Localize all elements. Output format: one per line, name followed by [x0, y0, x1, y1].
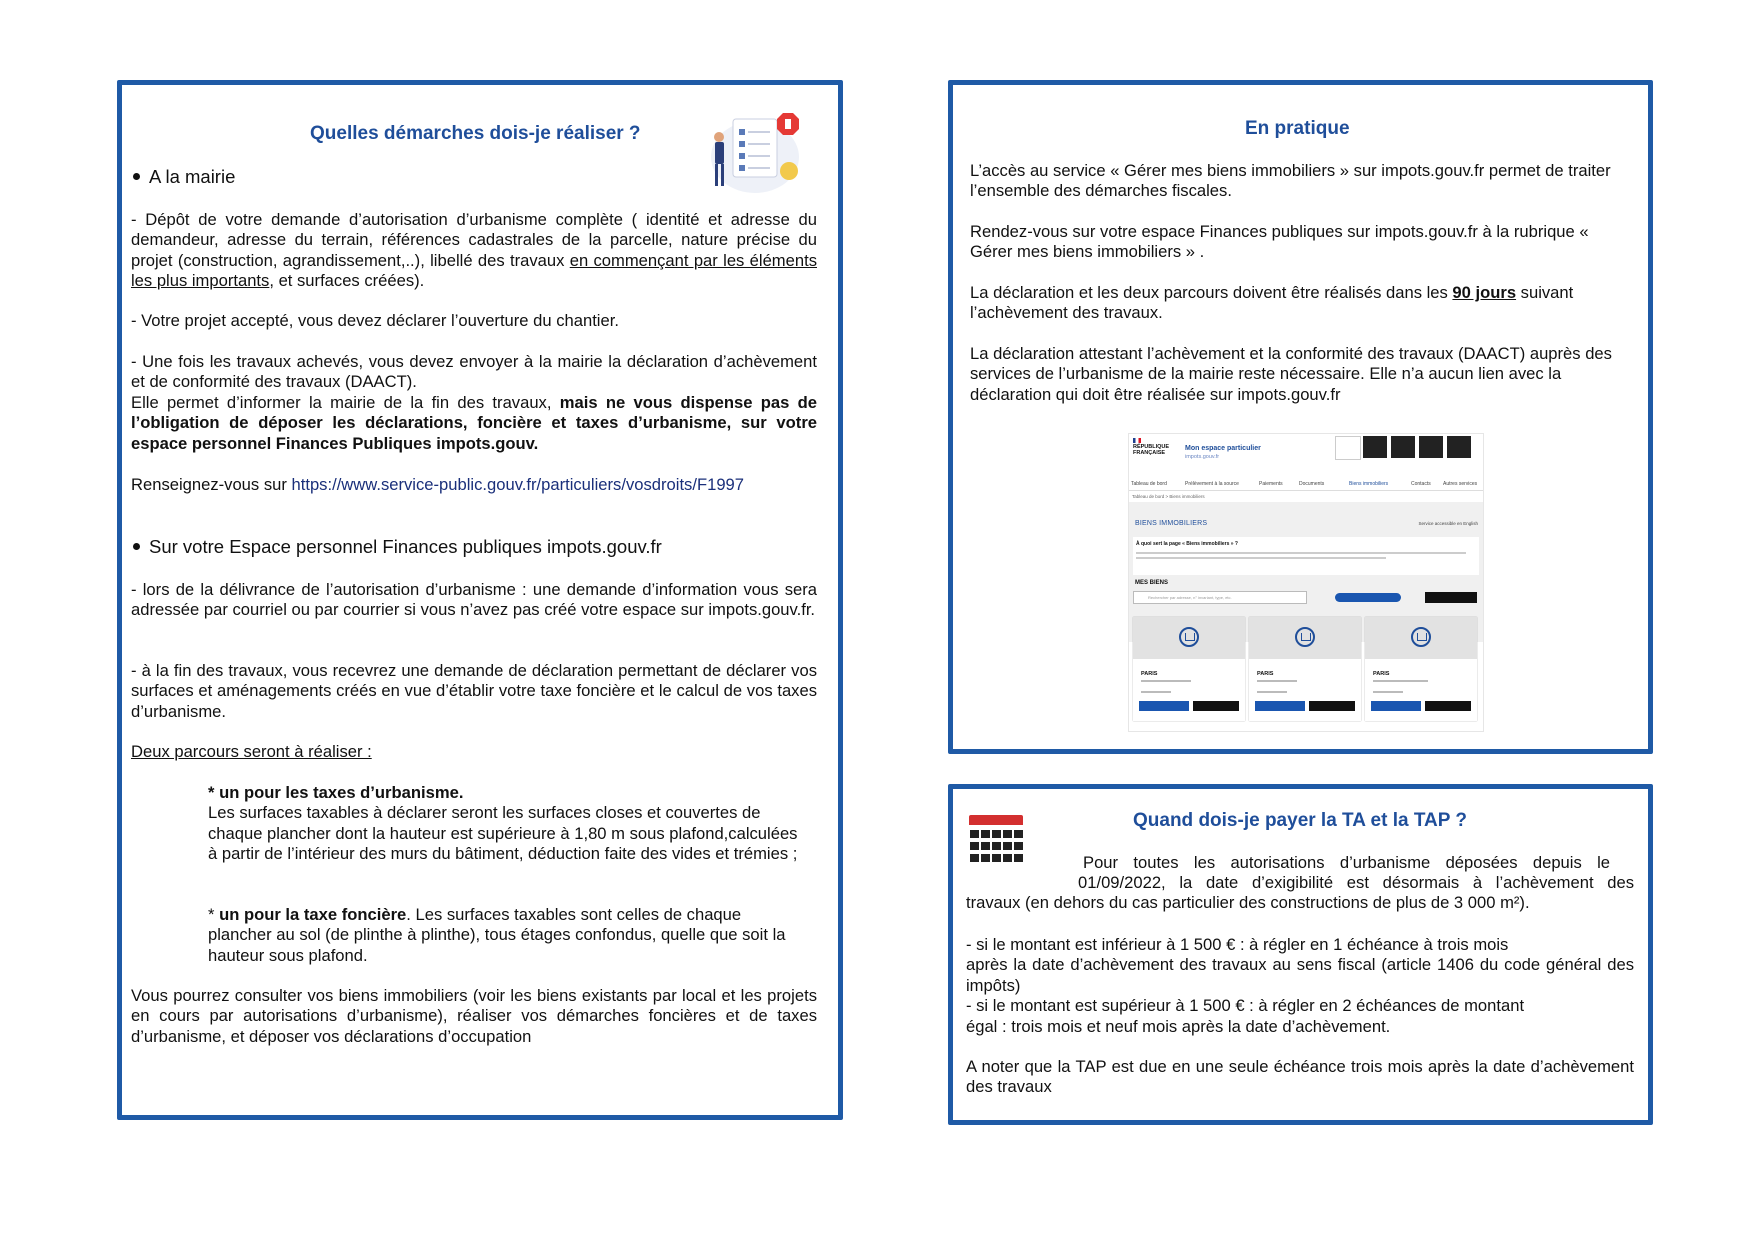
bullet-icon: [133, 543, 140, 550]
mairie-paragraph-1: - Dépôt de votre demande d’autorisation d’urbanisme complète ( identité et adresse du demandeur, adresse du terrain, références cadastrales de la parcelle, nature précise du projet (construction, agrandissement,..), libellé des travaux en commençant par les éléments les plus importants, et surfaces créées).: [131, 210, 817, 291]
parcours-taxe-fonciere: * un pour la taxe foncière. Les surfaces taxables sont celles de chaque plancher au sol (de plinthe à plinthe), tous étages confondus, quelle que soit la hauteur sous plafond.: [208, 905, 786, 965]
screenshot-bien-card: PARIS: [1365, 617, 1477, 721]
screenshot-service-text: Service accessible en English: [1418, 521, 1478, 526]
republique-francaise-logo: RÉPUBLIQUE FRANÇAISE: [1133, 438, 1171, 456]
calendar-cell: [1014, 830, 1023, 838]
screenshot-search: Rechercher par adresse, n° invariant, type, etc.: [1133, 591, 1307, 604]
consulter-paragraph: Vous pourrez consulter vos biens immobiliers (voir les biens existants par local et les projets en cours par autorisations d’urbanisme), réaliser vos démarches foncières et de taxes d’urbanisme, et déposer vos déclarations d’occupation: [131, 986, 817, 1046]
en-pratique-title: En pratique: [1245, 118, 1350, 139]
en-pratique-paragraph-1: L’accès au service « Gérer mes biens immobiliers » sur impots.gouv.fr permet de traiter l’ensemble des démarches fiscales.: [970, 161, 1611, 201]
home-icon: [1179, 627, 1199, 647]
en-pratique-paragraph-4: La déclaration attestant l’achèvement et la conformité des travaux (DAACT) auprès des services de l’urbanisme de la mairie reste nécessaire. Elle n’a aucun lien avec la déclaration qui doit être réalisée sur impots.gouv.fr: [970, 344, 1612, 404]
espace-paragraph-1: - lors de la délivrance de l’autorisation d’urbanisme : une demande d’information vous sera adressée par courriel ou par courrier si vous n’avez pas créé votre espace sur impots.gouv.fr.: [131, 580, 817, 620]
biens-immobiliers-screenshot: [1128, 433, 1484, 732]
espace-paragraph-2: - à la fin des travaux, vous recevrez une demande de déclaration permettant de déclarer vos surfaces et aménagements créés en vue d’établir votre taxe foncière et le calcul de vos taxes d’urbanisme.: [131, 661, 817, 721]
calendar-cell: [1003, 830, 1012, 838]
mairie-paragraph-3: - Une fois les travaux achevés, vous devez envoyer à la mairie la déclaration d’achèvement et de conformité des travaux (DAACT). Elle permet d’informer la mairie de la fin des travaux, mais ne vous dispense pas de l’obligation de déposer les déclarations, foncière et taxes d’urbanisme, sur votre espace personnel Finances Publiques impots.gouv.: [131, 352, 817, 453]
calendar-cell: [970, 842, 979, 850]
renseignez-paragraph: Renseignez-vous sur https://www.service-public.gouv.fr/particuliers/vosdroits/F1997: [131, 475, 745, 494]
calendar-cell: [1003, 842, 1012, 850]
calendar-cell: [1014, 854, 1023, 862]
screenshot-breadcrumb: Tableau de bord > Biens immobiliers: [1132, 494, 1205, 499]
screenshot-bien-card: PARIS: [1249, 617, 1361, 721]
user-icon: [1391, 436, 1415, 458]
ta-tap-title: Quand dois-je payer la TA et la TAP ?: [1133, 810, 1467, 831]
ta-tap-paragraph-2: - si le montant est inférieur à 1 500 € : à régler en 1 échéance à trois mois après la date d’achèvement des travaux au sens fiscal (article 1406 du code général des impôts) - si le montant est supérieur à 1 500 € : à régler en 2 échéances de montant égal : trois mois et neuf mois après la date d’achèvement.: [966, 935, 1634, 1036]
screenshot-info-card: À quoi sert la page « Biens immobiliers » ?: [1133, 537, 1479, 575]
mairie-paragraph-2: - Votre projet accepté, vous devez déclarer l’ouverture du chantier.: [131, 311, 619, 330]
bullet-icon: [133, 173, 140, 180]
en-pratique-paragraph-3: La déclaration et les deux parcours doivent être réalisés dans les 90 jours suivant l’achèvement des travaux.: [970, 283, 1574, 323]
calendar-cell: [1014, 842, 1023, 850]
calendar-cell: [981, 842, 990, 850]
calendar-cell: [970, 854, 979, 862]
power-icon: [1447, 436, 1471, 458]
en-pratique-paragraph-2: Rendez-vous sur votre espace Finances publiques sur impots.gouv.fr à la rubrique « Gérer mes biens immobiliers » .: [970, 222, 1589, 262]
ta-tap-paragraph-1b: 01/09/2022, la date d’exigibilité est désormais à l’achèvement des: [1078, 873, 1634, 892]
mairie-heading: A la mairie: [133, 166, 235, 188]
calendar-cell: [1003, 854, 1012, 862]
building-icon: [1411, 627, 1431, 647]
calendar-cell: [981, 830, 990, 838]
ta-tap-paragraph-1a: Pour toutes les autorisations d’urbanisme déposées depuis le: [1083, 853, 1610, 872]
calendar-cell: [992, 854, 1001, 862]
screenshot-heading: BIENS IMMOBILIERS: [1135, 520, 1208, 527]
calendar-cell: [970, 830, 979, 838]
parcours-heading: Deux parcours seront à réaliser :: [131, 742, 372, 761]
calendar-cell: [981, 854, 990, 862]
home-icon: [1295, 627, 1315, 647]
service-public-link[interactable]: https://www.service-public.gouv.fr/particuliers/vosdroits/F1997: [291, 475, 745, 494]
calendar-cell: [992, 830, 1001, 838]
screenshot-black-button: [1425, 592, 1477, 603]
parcours-taxes-urbanisme: * un pour les taxes d’urbanisme. Les surfaces taxables à déclarer seront les surfaces closes et couvertes de chaque plancher dont la hauteur est supérieure à 1,80 m sous plafond,calculées à partir de l’intérieur des murs du bâtiment, déduction faite des vides et trémies ;: [208, 783, 798, 864]
calendar-icon: [966, 810, 1026, 872]
espace-heading: Sur votre Espace personnel Finances publiques impots.gouv.fr: [133, 536, 662, 558]
screenshot-blue-button: [1335, 593, 1401, 602]
messagerie-icon: [1363, 436, 1387, 458]
calendar-cell: [992, 842, 1001, 850]
checklist-illustration: [703, 107, 803, 195]
espace-particulier-title: Mon espace particulier impots.gouv.fr: [1185, 445, 1261, 460]
ta-tap-paragraph-1c: travaux (en dehors du cas particulier des constructions de plus de 3 000 m²).: [966, 893, 1530, 912]
screenshot-nav: Tableau de bord Prélèvement à la source Paiements Documents Biens immobiliers Contacts Autres services: [1129, 478, 1483, 491]
ta-tap-paragraph-4: A noter que la TAP est due en une seule échéance trois mois après la date d’achèvement des travaux: [966, 1057, 1634, 1097]
screenshot-mes-biens: MES BIENS: [1135, 580, 1169, 586]
search-icon: [1335, 436, 1361, 460]
screenshot-bien-card: PARIS: [1133, 617, 1245, 721]
mail-icon: [1419, 436, 1443, 458]
left-panel-title: Quelles démarches dois-je réaliser ?: [310, 123, 641, 144]
